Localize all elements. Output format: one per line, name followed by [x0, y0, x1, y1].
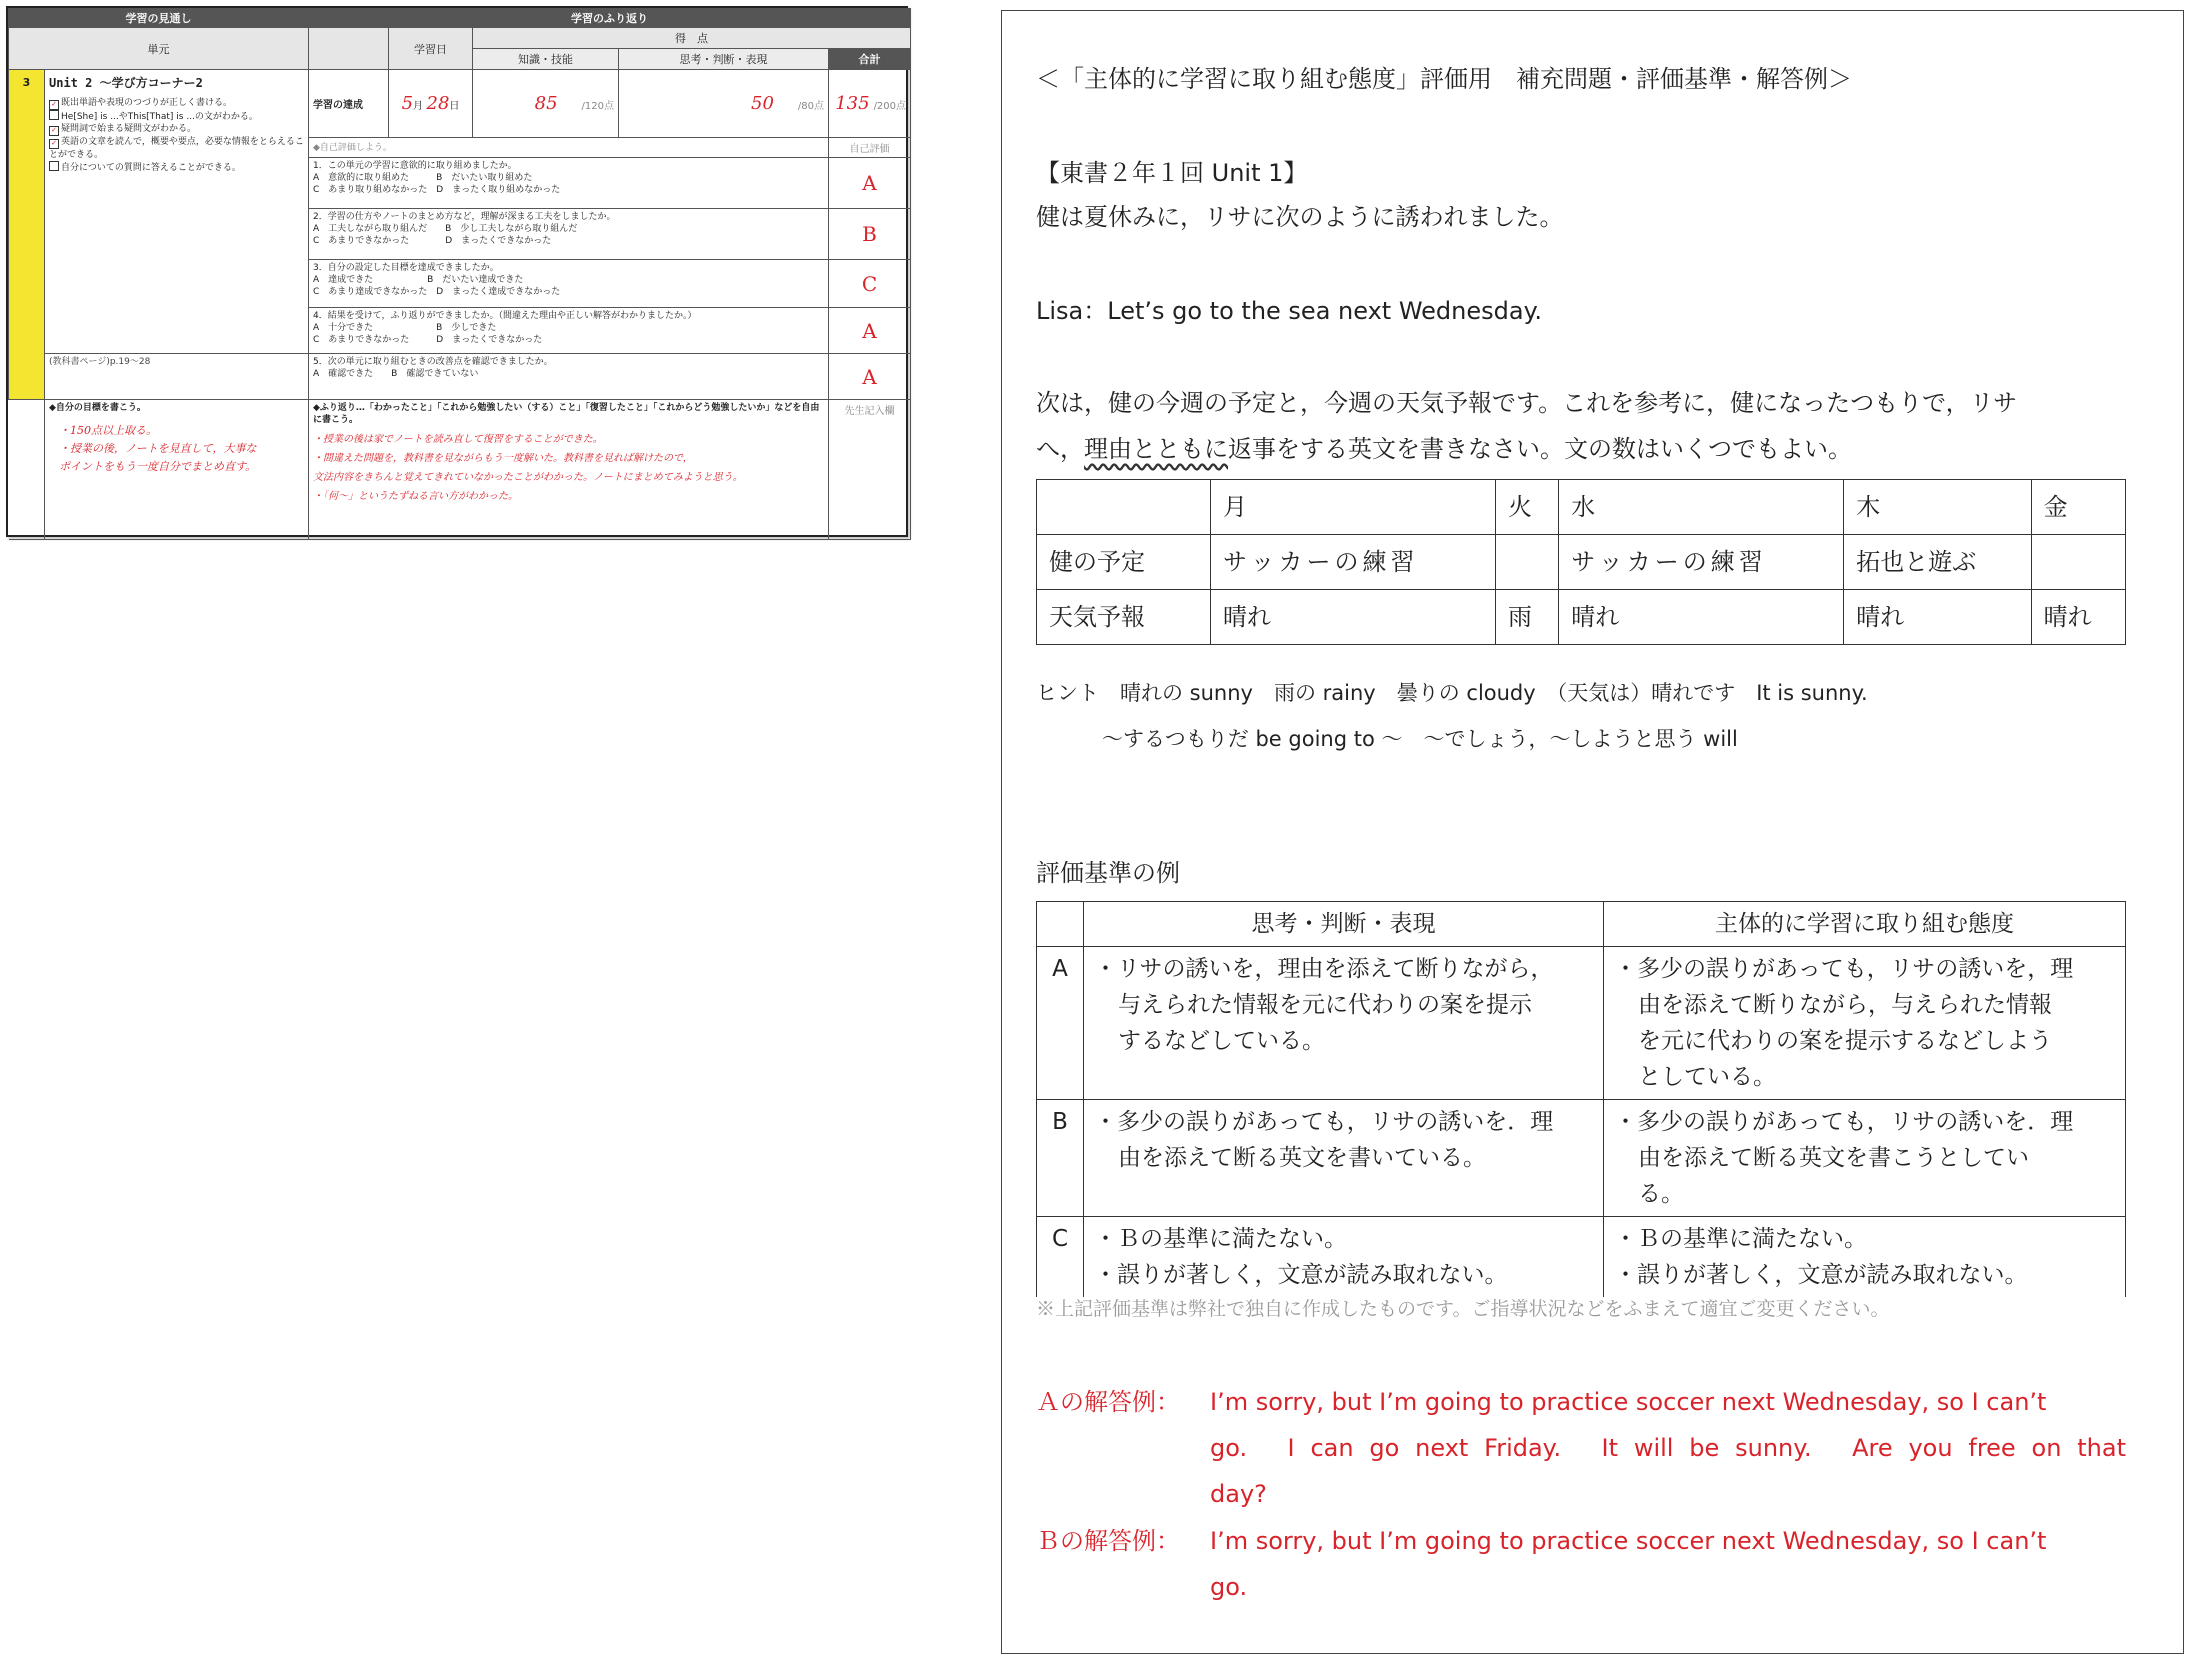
goal-prompt: ◆自分の目標を書こう。: [49, 403, 146, 413]
self-eval-prompt: ◆自己評価しよう。: [309, 138, 829, 158]
header-date: 学習日: [389, 28, 473, 70]
achievement-label: 学習の達成: [309, 70, 389, 138]
instruction-line-2: へ，理由とともに返事をする英文を書きなさい。文の数はいくつでもよい。: [1036, 435, 1852, 463]
grade-1: A: [829, 158, 911, 209]
header-reflection: 学習のふり返り: [309, 9, 911, 28]
schedule-weather-row: 天気予報 晴れ 雨 晴れ 晴れ 晴れ: [1037, 590, 2126, 645]
study-date: 5月 28日: [389, 70, 473, 138]
grade-3: C: [829, 260, 911, 308]
criteria-row-a: A ・リサの誘いを，理由を添えて断りながら， 与えられた情報を元に代わりの案を提示 するなどしている。 ・多少の誤りがあっても，リサの誘いを，理 由を添えて断りながら，与えられた情報 を元に代わりの案を提示するなどしよう としている。: [1037, 947, 2126, 1100]
thinking-score: 50 /80点: [619, 70, 829, 138]
question-2: 2．学習の仕方やノートのまとめ方など，理解が深まる工夫をしましたか。 A 工夫しながら取り組んだ B 少し工夫しながら取り組んだ C あまりできなかった D まったくできなかった: [309, 209, 829, 260]
checklist-item: ✓ 既出単語や表現のつづりが正しく書ける。: [49, 97, 304, 110]
checklist-item: He[She] is ...やThis[That] is ...の文がわかる。: [49, 110, 304, 123]
header-thinking: 思考・判断・表現: [619, 49, 829, 70]
header-outlook: 学習の見通し: [9, 9, 309, 28]
unit-title: Unit 2 ～学び方コーナー2: [49, 76, 203, 90]
checklist-item: 自分についての質問に答えることができる。: [49, 161, 304, 174]
answer-a-label: Ａの解答例：: [1036, 1388, 1180, 1416]
grade-5: A: [829, 354, 911, 400]
hint-line-1: ヒント 晴れの sunny 雨の rainy 曇りの cloudy （天気は）晴れです It is sunny.: [1036, 681, 1868, 705]
teacher-column: 先生記入欄: [829, 400, 911, 540]
section-heading: 【東書２年１回 Unit 1】: [1036, 159, 1308, 187]
intro-text: 健は夏休みに，リサに次のように誘われました。: [1036, 203, 1564, 231]
answer-b-label: Ｂの解答例：: [1036, 1527, 1180, 1555]
total-score: 135 /200点: [829, 70, 911, 138]
criteria-row-c: C ・Ｂの基準に満たない。 ・誤りが著しく，文意が読み取れない。 ・Ｂの基準に満たない。 ・誤りが著しく，文意が読み取れない。: [1037, 1217, 2126, 1298]
schedule-days-row: 月 火 水 木 金: [1037, 480, 2126, 535]
criteria-title: 評価基準の例: [1036, 859, 1180, 887]
header-score: 得 点: [473, 28, 911, 49]
empty-box-icon[interactable]: [49, 110, 59, 120]
question-5: 5．次の単元に取り組むときの改善点を確認できましたか。 A 確認できた B 確認できていない: [309, 354, 829, 400]
grade-4: A: [829, 308, 911, 354]
answer-b-text: I’m sorry, but I’m going to practice soccer next Wednesday, so I can’t go.: [1210, 1527, 2047, 1601]
reflection-sheet: [6, 6, 908, 537]
checked-box-icon[interactable]: ✓: [49, 100, 59, 110]
knowledge-score: 85 /120点: [473, 70, 619, 138]
lisa-line: Lisa：Let’s go to the sea next Wednesday.: [1036, 297, 1542, 325]
criteria-table: [1036, 901, 2126, 1297]
hint-line-2: ～するつもりだ be going to ～ ～でしょう，～しようと思う will: [1102, 727, 1738, 751]
empty-box-icon[interactable]: [49, 161, 59, 171]
row-number: 3: [9, 70, 45, 400]
reflection-cell: [309, 400, 829, 540]
doc-title: ＜「主体的に学習に取り組む態度」評価用 補充問題・評価基準・解答例＞: [1036, 65, 1852, 93]
header-total: 合計: [829, 49, 911, 70]
self-eval-header: 自己評価: [829, 138, 911, 158]
answer-a-text: I’m sorry, but I’m going to practice soccer next Wednesday, so I can’t go. I can go next Friday. It will be sunny. Are you free on that day?: [1210, 1388, 2126, 1508]
goal-text: ・150点以上取る。 ・授業の後，ノートを見直して，大事な ポイントをもう一度自分でまとめ直す。: [59, 424, 257, 473]
wavy-emphasis: 理由とともに: [1084, 435, 1228, 463]
question-3: 3．自分の設定した目標を達成できましたか。 A 達成できた B だいたい達成できた C あまり達成できなかった D まったく達成できなかった: [309, 260, 829, 308]
checklist-item: ✓ 疑問詞で始まる疑問文がわかる。: [49, 123, 304, 136]
schedule-plan-row: 健の予定 サッカーの練習 サッカーの練習 拓也と遊ぶ: [1037, 535, 2126, 590]
checked-box-icon[interactable]: ✓: [49, 139, 59, 149]
textbook-pages: (教科書ページ)p.19～28: [45, 354, 309, 400]
document-page: [1001, 10, 2184, 1654]
header-knowledge: 知識・技能: [473, 49, 619, 70]
checked-box-icon[interactable]: ✓: [49, 126, 59, 136]
checklist: [49, 97, 304, 174]
grade-2: B: [829, 209, 911, 260]
question-4: 4．結果を受けて，ふり返りができましたか。（間違えた理由や正しい解答がわかりましたか。） A 十分できた B 少しできた C あまりできなかった D まったくできなかった: [309, 308, 829, 354]
checklist-item: ✓ 英語の文章を読んで，概要や要点，必要な情報をとらえることができる。: [49, 137, 304, 160]
criteria-head-row: 思考・判断・表現 主体的に学習に取り組む態度: [1037, 902, 2126, 947]
unit-cell: [45, 70, 309, 354]
goal-cell: [45, 400, 309, 540]
criteria-note: ※上記評価基準は弊社で独自に作成したものです。ご指導状況などをふまえて適宜ご変更ください。: [1036, 1298, 1890, 1320]
criteria-row-b: B ・多少の誤りがあっても，リサの誘いを．理 由を添えて断る英文を書いている。 ・多少の誤りがあっても，リサの誘いを．理 由を添えて断る英文を書こうとしてい る。: [1037, 1100, 2126, 1217]
instruction-line-1: 次は，健の今週の予定と，今週の天気予報です。これを参考に，健になったつもりで，リサ: [1036, 389, 2018, 417]
reflection-text: ・授業の後は家でノートを読み直して復習をすることができた。 ・間違えた問題を，教科書を見ながらもう一度解いた。教科書を見れば解けたので， 文法内容をきちんと覚えてきれていなかったことがわかった。ノートにまとめてみようと思う。 ・「何～」というたずねる言い方がわかった。: [313, 434, 743, 502]
header-unit: 単元: [9, 28, 309, 70]
schedule-table: [1036, 479, 2126, 645]
reflection-prompt: ◆ふり返り…「わかったこと」「これから勉強したい（する）こと」「復習したこと」「これからどう勉強したいか」などを自由に書こう。: [313, 403, 820, 425]
question-1: 1．この単元の学習に意欲的に取り組めましたか。 A 意欲的に取り組めた B だいたい取り組めた C あまり取り組めなかった D まったく取り組めなかった: [309, 158, 829, 209]
